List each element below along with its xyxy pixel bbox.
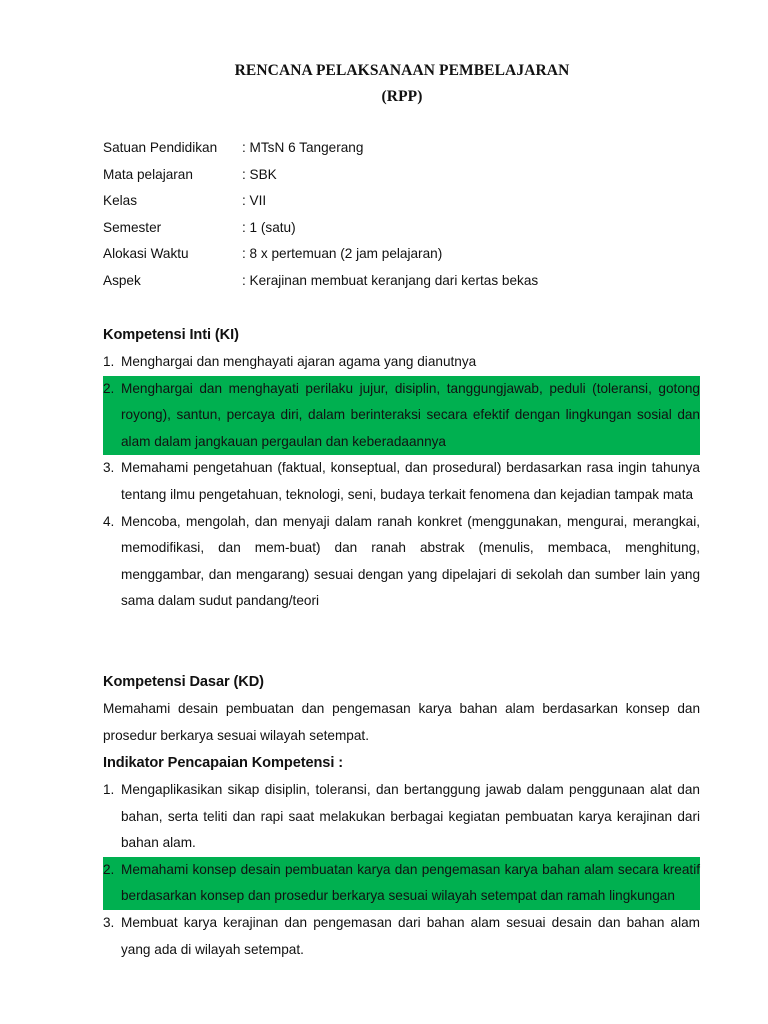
list-number: 2. — [103, 380, 115, 396]
list-item-highlighted — [103, 857, 700, 910]
kd-text: Memahami desain pembuatan dan pengemasan karya bahan alam berdasarkan konsep dan prosedur berkarya sesuai wilayah setempat. — [103, 701, 700, 743]
list-number: 4. — [103, 513, 115, 529]
identity-table — [103, 135, 538, 295]
list-item-highlighted — [103, 376, 700, 456]
list-text: Mencoba, mengolah, dan menyaji dalam ranah konkret (menggunakan, mengurai, merangkai, memodifikasi, dan mem-buat) dan ranah abstrak (menulis, membaca, menghitung, menggambar, dan mengarang) sesuai dengan yang dipelajari di sekolah dan sumber lain yang sama dalam sudut pandang/teori — [121, 513, 700, 609]
identity-label: Kelas — [103, 193, 138, 209]
list-text: Memahami pengetahuan (faktual, konseptual, dan prosedural) berdasarkan rasa ingin tahunya tentang ilmu pengetahuan, teknologi, seni, budaya terkait fenomena dan kejadian tampak mata — [121, 460, 700, 502]
identity-row — [103, 215, 538, 242]
identity-row — [103, 162, 538, 189]
list-item — [103, 910, 700, 963]
list-text: Membuat karya kerajinan dan pengemasan dari bahan alam sesuai desain dan bahan alam yang ada di wilayah setempat. — [121, 914, 700, 957]
kd-heading: Kompetensi Dasar (KD) — [103, 674, 264, 690]
identity-label: Semester — [103, 219, 162, 235]
list-item — [103, 509, 700, 615]
document-subtitle: (RPP) — [381, 88, 423, 105]
identity-value: : VII — [242, 193, 267, 209]
list-number: 2. — [103, 861, 115, 877]
list-item — [103, 777, 700, 857]
identity-label: Satuan Pendidikan — [103, 140, 218, 155]
identity-value: : MTsN 6 Tangerang — [242, 140, 364, 155]
identity-value: : Kerajinan membuat keranjang dari kertas bekas — [242, 272, 539, 288]
identity-label: Alokasi Waktu — [103, 246, 189, 262]
identity-label: Aspek — [103, 272, 141, 288]
identity-value: : SBK — [242, 166, 277, 182]
ipk-list — [103, 777, 700, 963]
document-title: RENCANA PELAKSANAAN PEMBELAJARAN — [234, 62, 570, 79]
list-number: 1. — [103, 354, 115, 369]
identity-value: : 1 (satu) — [242, 219, 296, 235]
identity-value: : 8 x pertemuan (2 jam pelajaran) — [242, 246, 443, 262]
identity-row — [103, 268, 538, 295]
list-text: Menghargai dan menghayati perilaku jujur, disiplin, tanggungjawab, peduli (toleransi, gotong royong), santun, percaya diri, dalam berinteraksi secara efektif dengan lingkungan sosial dan alam dalam jangkauan pergaulan dan keberadaannya — [121, 380, 700, 449]
ipk-heading: Indikator Pencapaian Kompetensi : — [103, 755, 343, 771]
list-number: 3. — [103, 914, 115, 930]
list-text: Menghargai dan menghayati ajaran agama yang dianutnya — [121, 354, 477, 369]
list-item — [103, 455, 700, 508]
ki-heading: Kompetensi Inti (KI) — [103, 327, 239, 343]
list-text: Memahami konsep desain pembuatan karya dan pengemasan karya bahan alam secara kreatif berdasarkan konsep dan prosedur berkarya sesuai wilayah setempat dan ramah lingkungan — [121, 861, 700, 904]
identity-row — [103, 241, 538, 268]
identity-row — [103, 135, 538, 162]
identity-label: Mata pelajaran — [103, 166, 193, 182]
identity-row — [103, 188, 538, 215]
list-item — [103, 349, 700, 376]
list-text: Mengaplikasikan sikap disiplin, toleransi, dan bertanggung jawab dalam penggunaan alat dan bahan, serta teliti dan rapi saat melakukan berbagai kegiatan pembuatan karya kerajinan dari bahan alam. — [121, 782, 700, 851]
list-number: 1. — [103, 782, 115, 797]
ki-list — [103, 349, 700, 615]
list-number: 3. — [103, 460, 115, 476]
